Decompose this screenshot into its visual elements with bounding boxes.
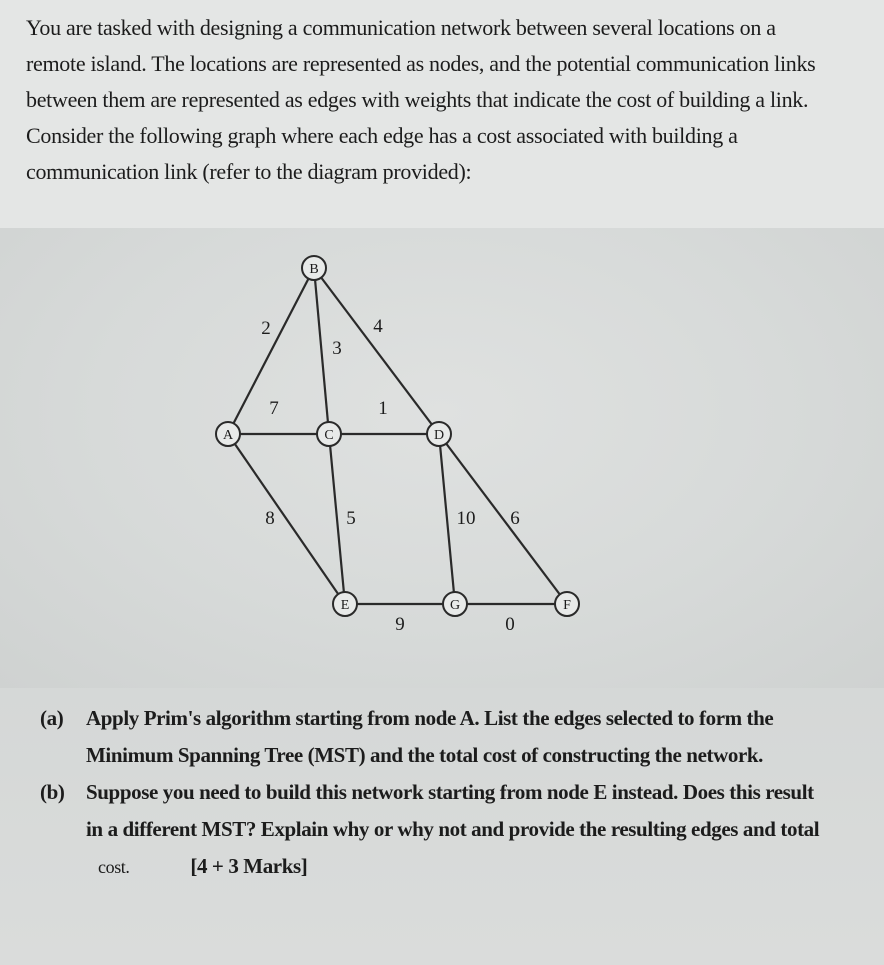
intro-section xyxy=(0,0,884,228)
question-a xyxy=(40,700,860,774)
edge-weight-C-E: 5 xyxy=(346,508,356,529)
intro-line: between them are represented as edges with weights that indicate the cost of building a link. xyxy=(26,87,809,112)
intro-line: remote island. The locations are represented as nodes, and the potential communication links xyxy=(26,51,816,76)
node-label-D: D xyxy=(433,428,445,443)
graph-diagram xyxy=(0,228,884,688)
graph-svg xyxy=(0,228,884,688)
marks-allocation: [4 + 3 Marks] xyxy=(190,854,308,878)
question-a-line: Minimum Spanning Tree (MST) and the total cost of constructing the network. xyxy=(86,743,764,767)
intro-paragraph xyxy=(26,10,856,190)
edge-weight-B-C: 3 xyxy=(332,338,342,359)
intro-line: Consider the following graph where each edge has a cost associated with building a xyxy=(26,123,738,148)
edge-B-C xyxy=(314,268,329,434)
intro-line: You are tasked with designing a communication network between several locations on a xyxy=(26,15,776,40)
edge-D-G xyxy=(439,434,455,604)
edge-weight-B-D: 4 xyxy=(373,316,383,337)
question-a-tag: (a) xyxy=(40,706,64,730)
edge-A-E xyxy=(228,434,345,604)
edge-weight-E-G: 9 xyxy=(395,614,405,635)
node-label-B: B xyxy=(309,262,319,277)
question-b-line: in a different MST? Explain why or why not and provide the resulting edges and total xyxy=(86,817,820,841)
node-label-A: A xyxy=(222,428,234,443)
intro-line: communication link (refer to the diagram provided): xyxy=(26,159,472,184)
node-label-C: C xyxy=(324,428,334,443)
question-b-final-line xyxy=(40,848,860,886)
questions-section xyxy=(40,700,860,886)
edge-weight-A-E: 8 xyxy=(265,508,275,529)
node-label-G: G xyxy=(449,598,461,613)
edge-weight-A-B: 2 xyxy=(261,318,271,339)
edge-weight-A-C: 7 xyxy=(269,398,279,419)
question-b-last-word: cost. xyxy=(98,857,130,877)
edge-weight-D-F: 6 xyxy=(510,508,520,529)
node-label-F: F xyxy=(563,598,571,613)
question-b xyxy=(40,774,860,848)
question-a-line: Apply Prim's algorithm starting from node A. List the edges selected to form the xyxy=(86,706,774,730)
edge-weight-D-G: 10 xyxy=(456,508,476,529)
edge-weight-G-F: 0 xyxy=(505,614,515,635)
edge-weight-C-D: 1 xyxy=(378,398,388,419)
question-b-line: Suppose you need to build this network starting from node E instead. Does this result xyxy=(86,780,814,804)
node-label-E: E xyxy=(340,598,350,613)
question-b-tag: (b) xyxy=(40,780,65,804)
edge-C-E xyxy=(329,434,345,604)
